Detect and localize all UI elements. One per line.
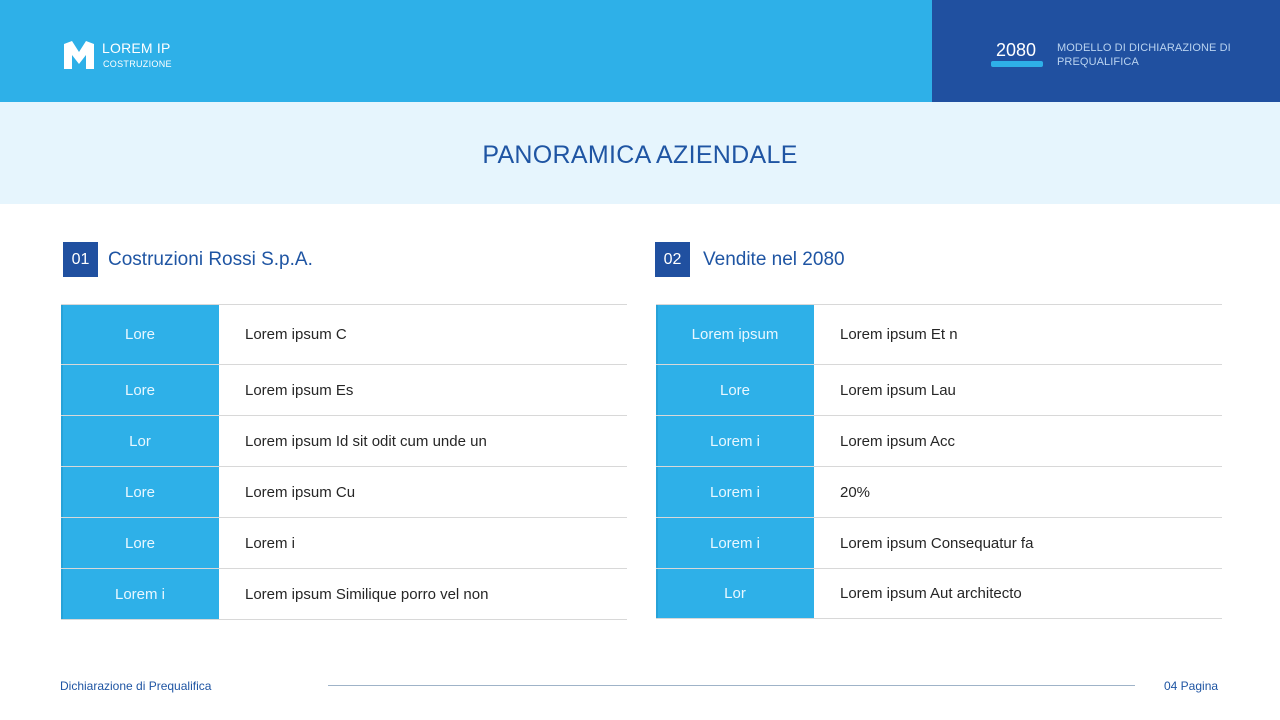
row-label: Lor [656,569,814,618]
row-label: Lorem i [656,416,814,466]
row-value: Lorem ipsum Consequatur fa [840,534,1034,552]
row-value: Lorem ipsum C [245,326,347,343]
header-year: 2080 [996,40,1037,60]
row-value: Lorem i [245,534,296,552]
table-row [61,518,627,569]
row-label: Lore [61,518,219,568]
table-row [656,365,1222,416]
row-value: 20% [840,483,871,501]
table-row [61,305,627,365]
row-label: Lore [61,467,219,517]
row-value: Lorem ipsum Acc [840,432,956,450]
info-table-2 [656,304,1222,619]
m-logo-icon [62,38,96,72]
table-row [656,416,1222,467]
row-value: Lorem ipsum Similique porro vel non [245,585,489,603]
page-title: PANORAMICA AZIENDALE [482,141,798,169]
row-label: Lore [656,365,814,415]
footer-divider [328,685,1135,686]
table-row [61,416,627,467]
table-row [61,467,627,518]
table-row [656,467,1222,518]
row-value: Lorem ipsum Cu [245,483,356,501]
info-table-1 [61,304,627,620]
year-underline [991,61,1043,67]
section-title: Costruzioni Rossi S.p.A. [108,249,313,270]
row-value: Lorem ipsum Lau [840,381,956,399]
brand-subtitle: COSTRUZIONE [103,59,172,69]
section-number: 02 [655,242,690,277]
row-label: Lorem i [656,518,814,568]
table-row [656,569,1222,619]
table-row [656,305,1222,365]
section-header-2 [655,242,1215,278]
row-label: Lore [61,305,219,364]
row-value: Lorem ipsum Id sit odit cum unde un [245,432,487,450]
row-value: Lorem ipsum Es [245,381,354,399]
footer-document-name: Dichiarazione di Prequalifica [60,679,212,693]
document-title: MODELLO DI DICHIARAZIONE DI PREQUALIFICA [1057,42,1231,68]
row-label: Lorem ipsum [656,305,814,364]
section-header-1 [63,242,623,278]
footer-page-number: 04 Pagina [1164,679,1219,693]
section-title: Vendite nel 2080 [703,249,845,270]
row-label: Lor [61,416,219,466]
row-label: Lore [61,365,219,415]
row-label: Lorem i [61,569,219,619]
row-label: Lorem i [656,467,814,517]
row-value: Lorem ipsum Et n [840,326,958,343]
row-value: Lorem ipsum Aut architecto [840,585,1022,602]
table-row [61,569,627,620]
table-row [61,365,627,416]
brand-name: LOREM IP [102,40,171,56]
table-row [656,518,1222,569]
section-number: 01 [63,242,98,277]
